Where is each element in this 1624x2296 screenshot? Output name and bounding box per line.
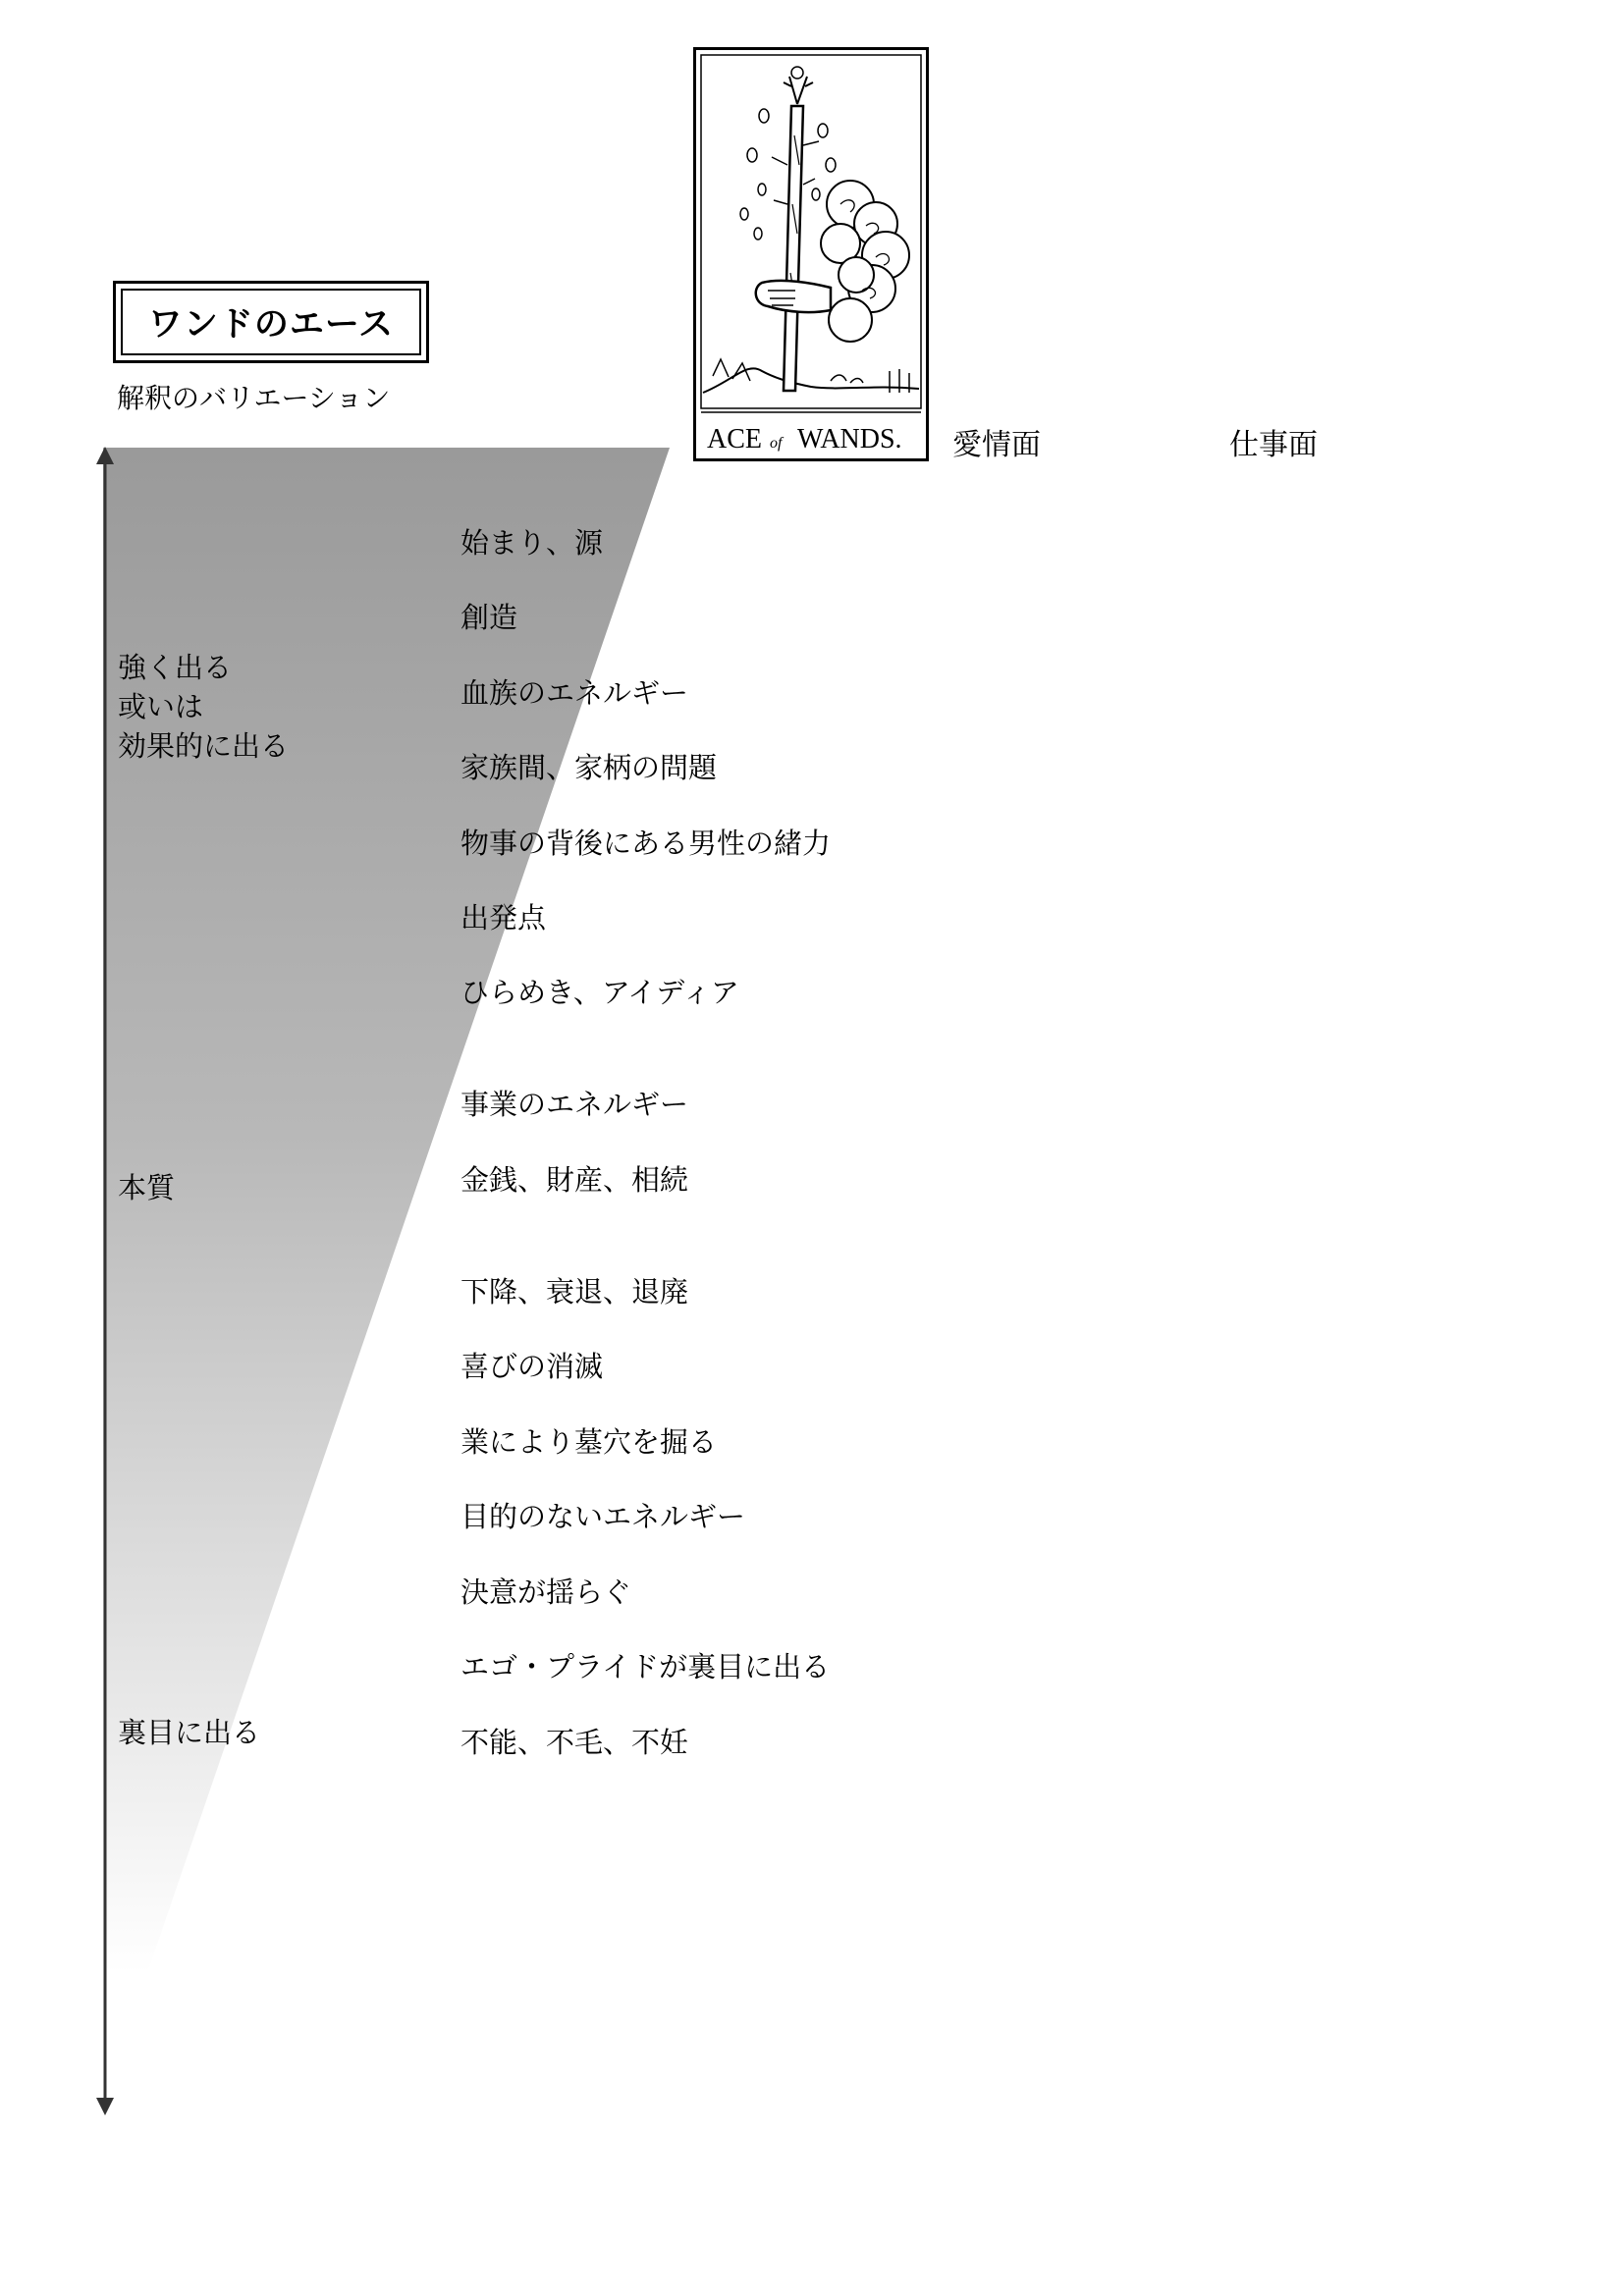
level-strong-line: 或いは [118, 690, 204, 723]
interpretation-item: 決意が揺らぐ [460, 1575, 632, 1609]
interpretation-item: ひらめき、アイディア [460, 976, 739, 1009]
card-caption-of: of [770, 435, 783, 452]
interpretation-item: 血族のエネルギー [460, 676, 689, 710]
title-box [113, 281, 429, 363]
interpretation-item: 物事の背後にある男性の緒力 [460, 827, 832, 860]
interpretation-item: 下降、衰退、退廃 [460, 1275, 689, 1308]
interpretation-item: 不能、不毛、不妊 [460, 1726, 689, 1759]
card-caption-wands: WANDS. [797, 424, 902, 454]
vertical-axis-arrow [90, 447, 120, 2115]
interpretation-item: 金銭、財産、相続 [460, 1163, 689, 1197]
interpretation-item: エゴ・プライドが裏目に出る [460, 1650, 831, 1683]
level-strong-line: 強く出る [118, 651, 233, 684]
card-caption-ace: ACE [707, 424, 762, 454]
interpretation-item: 始まり、源 [460, 526, 604, 560]
interpretation-item: 業により墓穴を掘る [460, 1425, 718, 1459]
interpretation-item: 創造 [460, 601, 518, 634]
column-header-love: 愛情面 [952, 428, 1041, 462]
subtitle: 解釈のバリエーション [117, 382, 391, 414]
level-strong-line: 効果的に出る [118, 729, 290, 763]
page-title: ワンドのエース [147, 305, 395, 345]
column-header-work: 仕事面 [1229, 428, 1318, 462]
level-essence: 本質 [118, 1171, 176, 1204]
interpretation-item: 家族間、家柄の問題 [460, 751, 718, 784]
interpretation-item: 事業のエネルギー [460, 1088, 689, 1121]
level-strong [118, 648, 289, 766]
level-reverse: 裏目に出る [118, 1716, 261, 1749]
interpretation-item: 出発点 [460, 901, 547, 934]
interpretation-item: 目的のないエネルギー [460, 1500, 746, 1533]
interpretation-item: 喜びの消滅 [460, 1350, 604, 1383]
ace-of-wands-card-illustration [693, 47, 929, 461]
